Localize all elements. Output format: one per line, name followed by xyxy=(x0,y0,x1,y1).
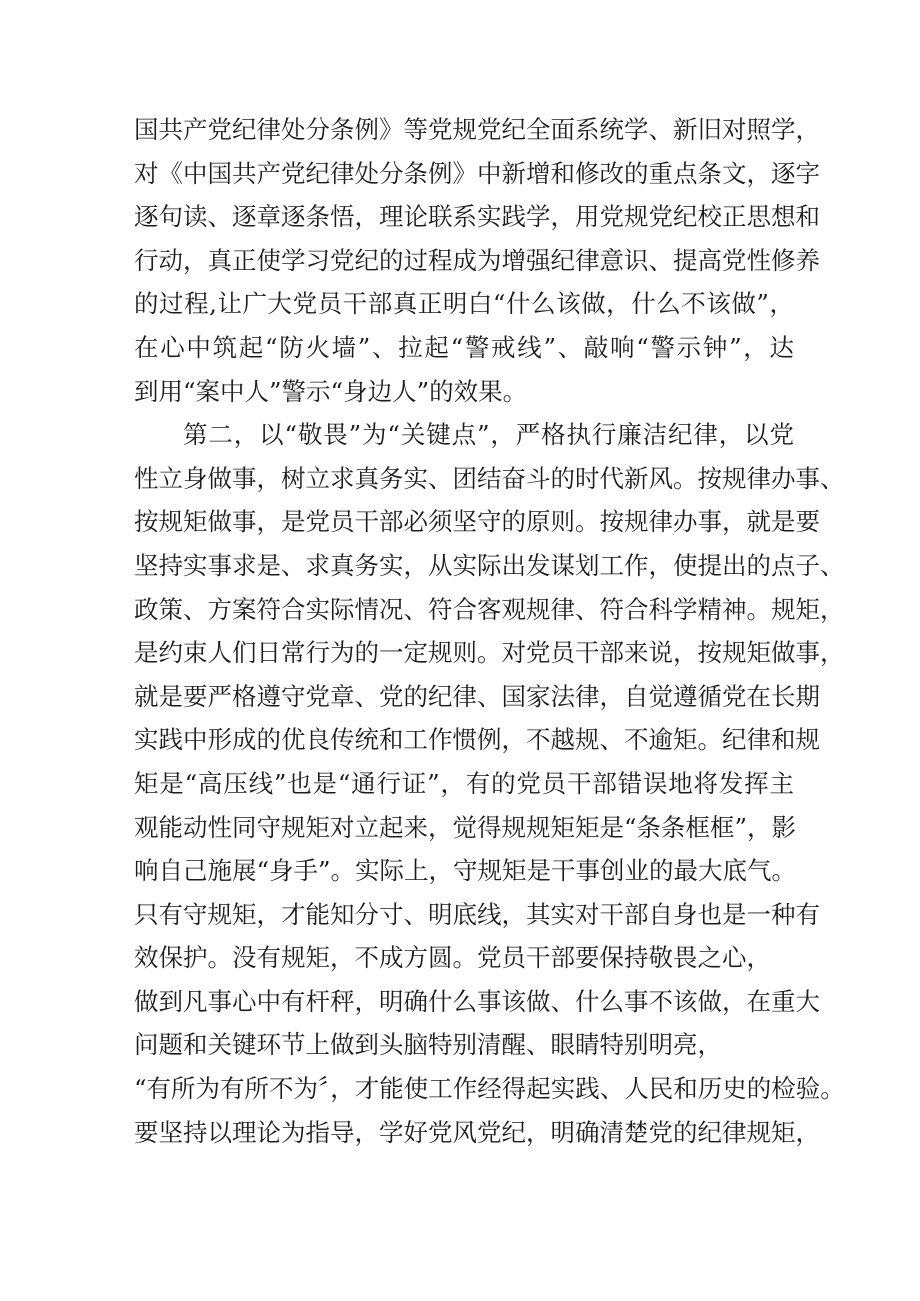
text-line: 响自己施展“身手”。实际上，守规矩是干事创业的最大底气。 xyxy=(134,856,797,886)
text-line: 的过程,让广大党员干部真正明白“什么该做，什么不该做”， xyxy=(134,289,794,319)
text-line: 只有守规矩，才能知分寸、明底线，其实对干部自身也是一种有 xyxy=(134,899,820,929)
text-line: 效保护。没有规矩，不成方圆。党员干部要保持敬畏之心， xyxy=(134,943,771,973)
text-line: 是约束人们日常行为的一定规则。对党员干部来说，按规矩做事， xyxy=(134,638,845,668)
text-line: 逐句读、逐章逐条悟，理论联系实践学，用党规党纪校正思想和 xyxy=(134,202,820,232)
text-line: 实践中形成的优良传统和工作惯例，不越规、不逾矩。纪律和规 xyxy=(134,725,820,755)
text-line: 在心中筑起“防火墙”、拉起“警戒线”、敲响“警示钟”，达 xyxy=(134,332,794,362)
paragraph-start-line: 第二，以“敬畏”为“关键点”，严格执行廉洁纪律，以党 xyxy=(183,420,794,450)
body-text xyxy=(134,108,845,1154)
text-line: 性立身做事，树立求真务实、团结奋斗的时代新风。按规律办事、 xyxy=(134,463,845,493)
paragraph-end-line: 到用“案中人”警示“身边人”的效果。 xyxy=(134,376,528,406)
text-line: 国共产党纪律处分条例》等党规党纪全面系统学、新旧对照学， xyxy=(134,115,820,144)
text-line: 做到凡事心中有杆秤，明确什么事该做、什么事不该做，在重大 xyxy=(134,986,820,1016)
text-line: “有所为有所不为〞，才能使工作经得起实践、人民和历史的检验。 xyxy=(134,1074,845,1104)
text-line: 坚持实事求是、求真务实，从实际出发谋划工作，使提出的点子、 xyxy=(134,550,845,580)
text-line: 问题和关键环节上做到头脑特别清醒、眼睛特别明亮， xyxy=(134,1030,722,1060)
text-line: 要坚持以理论为指导，学好党风党纪，明确清楚党的纪律规矩， xyxy=(134,1117,820,1147)
text-line: 行动，真正使学习党纪的过程成为增强纪律意识、提高党性修养 xyxy=(134,245,820,275)
text-line: 观能动性同守规矩对立起来，觉得规规矩矩是“条条框框”，影 xyxy=(134,812,797,842)
text-line: 政策、方案符合实际情况、符合客观规律、符合科学精神。规矩， xyxy=(134,594,845,624)
text-line: 对《中国共产党纪律处分条例》中新增和修改的重点条文，逐字 xyxy=(134,158,820,188)
text-line: 矩是“高压线”也是“通行证”，有的党员干部错误地将发挥主 xyxy=(134,768,794,798)
text-line: 就是要严格遵守党章、党的纪律、国家法律，自觉遵循党在长期 xyxy=(134,681,820,711)
text-line: 按规矩做事，是党员干部必须坚守的原则。按规律办事，就是要 xyxy=(134,507,820,537)
